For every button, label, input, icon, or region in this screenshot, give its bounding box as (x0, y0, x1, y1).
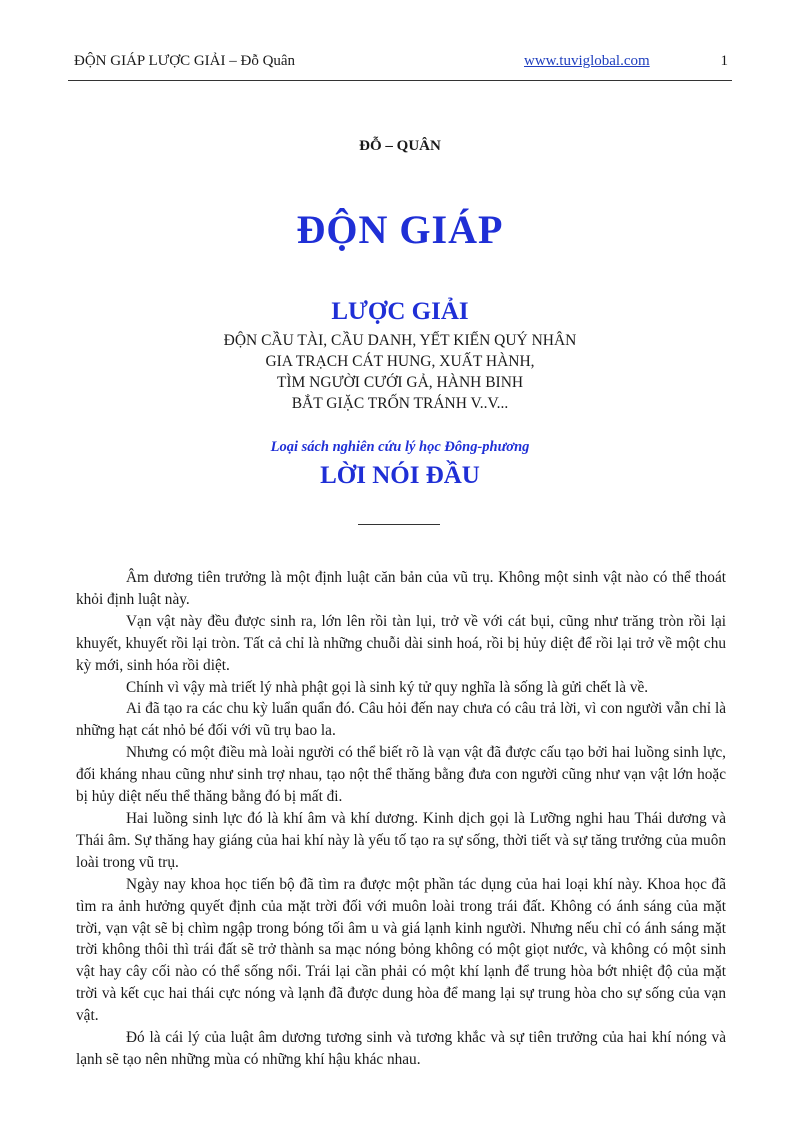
series-label: Loại sách nghiên cứu lý học Đông-phương (270, 439, 530, 455)
preface-body (76, 567, 726, 1071)
paragraph: Ai đã tạo ra các chu kỳ luẩn quẩn đó. Câu hỏi đến nay chưa có câu trả lời, vì con người vẫn chỉ là những hạt cát nhỏ bé đối với vũ trụ bao la. (76, 700, 726, 740)
book-title: ĐỘN GIÁP (296, 207, 504, 252)
paragraph: Ngày nay khoa học tiến bộ đã tìm ra được một phần tác dụng của hai loại khí này. Khoa học đã tìm ra ảnh hưởng quyết định của mặt trời đối với muôn loài trong trái đất. Không có ánh sáng của mặt trời, vạn vật sẽ bị chìm ngập trong bóng tối âm u và giá lạnh kinh người. Nhưng nếu chỉ có ánh sáng mặt trời không thôi thì trái đất sẽ trở thành sa mạc nóng bỏng không có một giọt nước, và không có một sinh vật hay cây cối nào có thể sống nổi. Trái lại cần phải có một khí lạnh để trung hòa bớt nhiệt độ của mặt trời và kết cục hai thái cực nóng và lạnh đã được dung hòa để mang lại sự trung hòa cho sự sống của vạn vật. (76, 875, 726, 1025)
preface-heading: LỜI NÓI ĐẦU (320, 462, 480, 489)
paragraph: Chính vì vậy mà triết lý nhà phật gọi là sinh ký tử quy nghĩa là sống là gửi chết là về. (126, 678, 649, 696)
subtitle-line: GIA TRẠCH CÁT HUNG, XUẤT HÀNH, (265, 353, 535, 370)
paragraph: Nhưng có một điều mà loài người có thể biết rõ là vạn vật đã được cấu tạo bởi hai luồng sinh lực, đối kháng nhau cũng như sinh trợ nhau, tạo nột thể thăng bằng đưa con người cũng như vạn vật lớn hoặc bị hủy diệt nếu thể thăng bằng đó bị mất đi. (76, 744, 726, 806)
paragraph: Hai luồng sinh lực đó là khí âm và khí dương. Kinh dịch gọi là Lưỡng nghi hau Thái dương và Thái âm. Sự thăng hay giáng của hai khí này là yếu tố tạo ra sự sống, thời tiết và sự tăng trưởng của muôn loài trong vũ trụ. (76, 809, 726, 871)
paragraph: Âm dương tiên trưởng là một định luật căn bản của vũ trụ. Không một sinh vật nào có thể thoát khỏi định luật này. (76, 569, 726, 608)
header-divider (68, 80, 732, 81)
book-subtitle: LƯỢC GIẢI (331, 298, 469, 325)
page-number: 1 (720, 53, 728, 69)
header-title: ĐỘN GIÁP LƯỢC GIẢI – Đỗ Quân (74, 53, 296, 69)
subtitle-line: ĐỘN CẦU TÀI, CẦU DANH, YẾT KIẾN QUÝ NHÂN (223, 332, 577, 349)
author-name: ĐỖ – QUÂN (359, 138, 441, 154)
section-divider (358, 524, 440, 525)
subtitle-line: BẮT GIẶC TRỐN TRÁNH V..V... (291, 395, 509, 412)
paragraph: Đó là cái lý của luật âm dương tương sinh và tương khắc và sự tiên trưởng của hai khí nóng và lạnh sẽ tạo nên những mùa có những khí hậu khác nhau. (76, 1029, 726, 1068)
subtitle-lines (0, 330, 800, 414)
page-header (68, 50, 732, 72)
subtitle-line: TÌM NGƯỜI CƯỚI GẢ, HÀNH BINH (276, 374, 524, 391)
paragraph: Vạn vật này đều được sinh ra, lớn lên rồi tàn lụi, trở về với cát bụi, cũng như trăng tròn rồi lại khuyết, khuyết rồi lại tròn. Tất cả chỉ là những chuỗi dài sinh hoá, rồi bị hủy diệt để rồi lại trở về một chu kỳ mới, sinh hóa rồi diệt. (76, 612, 726, 674)
website-link[interactable]: www.tuviglobal.com (524, 53, 650, 69)
